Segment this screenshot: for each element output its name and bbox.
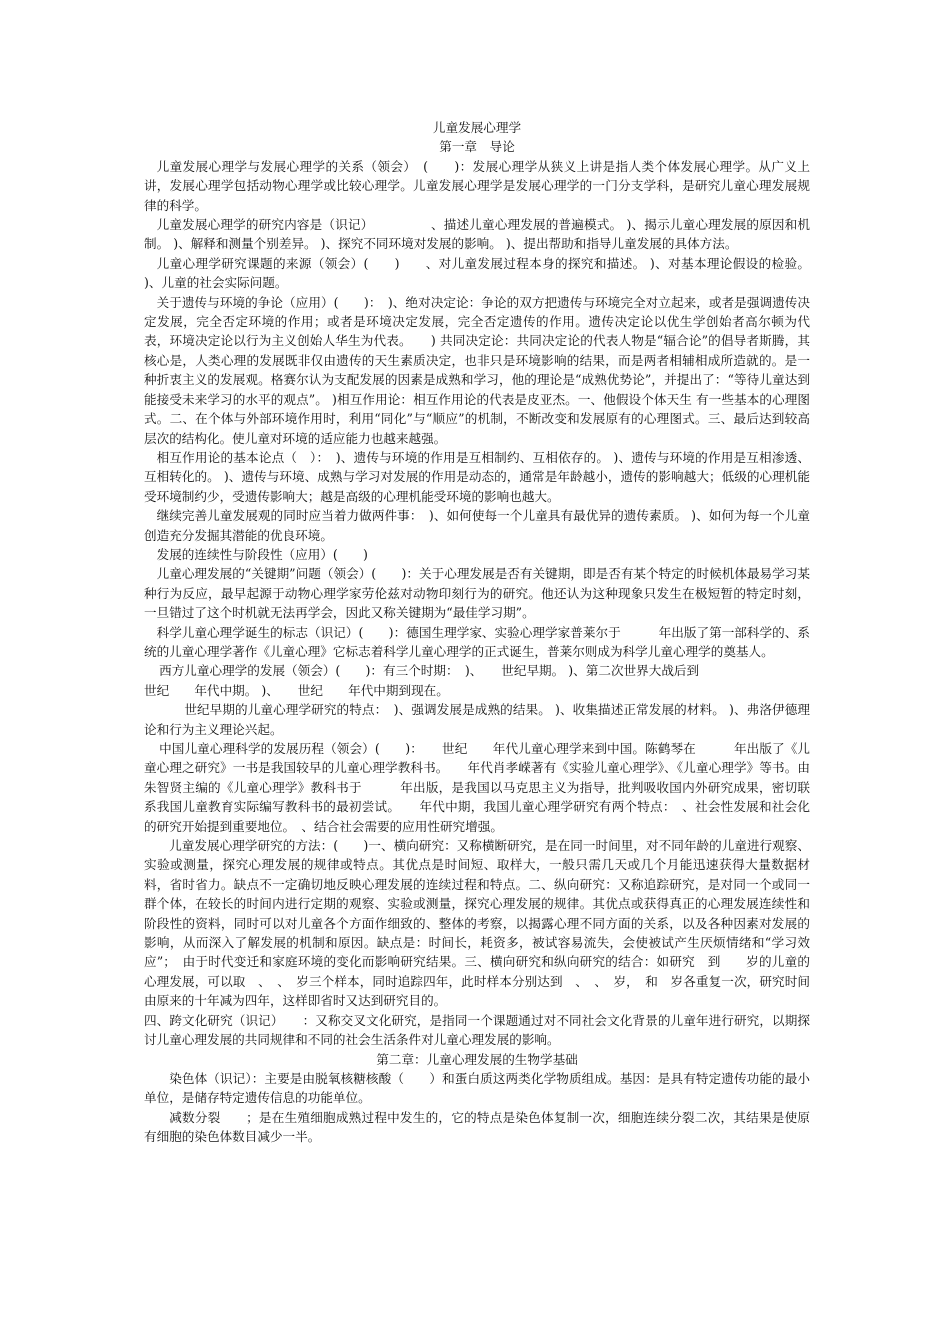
- paragraph: 儿童心理发展的“关键期”问题（领会）( )：关于心理发展是否有关键期，即是否有某个特定的时候机体最易学习某种行为反应，最早起源于动物心理学家劳伦兹对动物印刻行为的研究。他还认为这种现象只发生在极短暂的特定时刻，一旦错过了这个时机就无法再学会，因此又称关键期为“最佳学习期”。: [144, 566, 810, 621]
- document-title: 儿童发展心理学: [432, 120, 522, 135]
- paragraph: 染色体（识记）：主要是由脱氧核糖核酸（ ）和蛋白质这两类化学物质组成。基因：是具有特定遗传功能的最小单位，是储存特定遗传信息的功能单位。: [144, 1070, 810, 1106]
- paragraph: 世纪早期的儿童心理学研究的特点： )、强调发展是成熟的结果。 )、收集描述正常发展的材料。 )、弗洛伊德理论和行为主义理论兴起。: [144, 702, 810, 737]
- chapter-heading: 第一章 导论: [439, 139, 515, 155]
- paragraph: 四、跨文化研究（识记） ：又称交叉文化研究，是指同一个课题通过对不同社会文化背景的儿童年进行研究，以期探讨儿童心理发展的共同规律和不同的社会生活条件对儿童心理发展的影响。: [144, 1012, 810, 1048]
- paragraph: 世纪 年代中期。 )、 世纪 年代中期到现在。: [144, 682, 449, 698]
- document-page: [144, 118, 815, 1147]
- paragraph: 儿童发展心理学的研究内容是（识记） 、描述儿童心理发展的普遍模式。 )、揭示儿童心理发展的原因和机制。 )、解释和测量个别差异。 )、探究不同环境对发展的影响。 )、提出帮助和指导儿童发展的具体方法。: [144, 217, 810, 252]
- paragraph: 儿童发展心理学与发展心理学的关系（领会） ( )：发展心理学从狭义上讲是指人类个体发展心理学。从广义上讲，发展心理学包括动物心理学或比较心理学。儿童发展心理学是发展心理学的一门分支学科，是研究儿童心理发展规律的科学。: [144, 158, 810, 213]
- paragraph: 继续完善儿童发展观的同时应当着力做两件事： )、如何使每一个儿童具有最优异的遗传素质。 )、如何为每一个儿童创造充分发掘其潜能的优良环境。: [144, 508, 810, 543]
- paragraph: 减数分裂 ；是在生殖细胞成熟过程中发生的，它的特点是染色体复制一次，细胞连续分裂二次，其结果是使原有细胞的染色体数目减少一半。: [144, 1109, 810, 1145]
- paragraph: 西方儿童心理学的发展（领会）( )：有三个时期： )、 世纪早期。 )、第二次世界大战后到: [159, 663, 700, 679]
- paragraph: 科学儿童心理学诞生的标志（识记）( )：德国生理学家、实验心理学家普莱尔于 年出版了第一部科学的、系统的儿童心理学著作《儿童心理》它标志着科学儿童心理学的正式诞生，普莱尔则成为科学儿童心理学的奠基人。: [144, 624, 810, 659]
- paragraph: 相互作用论的基本论点（ ）： )、遗传与环境的作用是互相制约、互相依存的。 )、遗传与环境的作用是互相渗透、互相转化的。 )、遗传与环境、成熟与学习对发展的作用是动态的，通常是年龄越小，遗传的影响越大；低级的心理机能受环境制约少，受遗传影响大；越是高级的心理机能受环境的影响也越大。: [144, 449, 810, 504]
- paragraph: 发展的连续性与阶段性（应用）( ): [156, 546, 368, 562]
- paragraph: 儿童发展心理学研究的方法：( )一、横向研究：又称横断研究，是在同一时间里，对不同年龄的儿童进行观察、实验或测量，探究心理发展的规律或特点。其优点是时间短、取样大，一般只需几天或几个月能迅速获得大量数据材料，省时省力。缺点不一定确切地反映心理发展的连续过程和特点。二、纵向研究：又称追踪研究，是对同一个或同一群个体，在较长的时间内进行定期的观察、实验或测量，探究心理发展的规律。其优点或获得真正的心理发展连续性和阶段性的资料，同时可以对儿童各个方面作细致的、整体的考察，以揭露心理不同方面的关系，以及各种因素对发展的影响，从而深入了解发展的机制和原因。缺点是：时间长，耗资多，被试容易流失，会使被试产生厌烦情绪和“学习效应”； 由于时代变迁和家庭环境的变化而影响研究结果。三、横向研究和纵向研究的结合：如研究 到 岁的儿童的心理发展，可以取 、 、 岁三个样本，同时追踪四年，此时样本分别达到 、 、 岁， 和 岁各重复一次，研究时间由原来的十年减为四年，这样即省时又达到研究目的。: [144, 838, 810, 1009]
- paragraph: 中国儿童心理科学的发展历程（领会）( )： 世纪 年代儿童心理学来到中国。陈鹤琴在 年出版了《儿童心理之研究》一书是我国较早的儿童心理学教科书。 年代肖孝嵘著有《实验儿童心理学》、《儿童心理学》等书。由朱智贤主编的《儿童心理学》教科书于 年出版，是我国以马克思主义为指导，批判吸收国内外研究成果，密切联系我国儿童教育实际编写教科书的最初尝试。 年代中期，我国儿童心理学研究有两个特点： 、社会性发展和社会化的研究开始提到重要地位。 、结合社会需要的应用性研究增强。: [144, 741, 810, 834]
- chapter-heading: 第二章：儿童心理发展的生物学基础: [376, 1051, 578, 1067]
- paragraph: 儿童心理学研究课题的来源（领会）( ) 、对儿童发展过程本身的探究和描述。 )、对基本理论假设的检验。 )、儿童的社会实际问题。: [144, 255, 815, 291]
- paragraph: 关于遗传与环境的争论（应用）( )： )、绝对决定论：争论的双方把遗传与环境完全对立起来，或者是强调遗传决定发展，完全否定环境的作用；或者是环境决定发展，完全否定遗传的作用。遗传决定论以优生学创始者高尔顿为代表，环境决定论以行为主义创始人华生为代表。 ) 共同决定论：共同决定论的代表人物是“辐合论”的倡导者斯腾，其核心是，人类心理的发展既非仅由遗传的天生素质决定，也非只是环境影响的结果，而是两者相辅相成所造就的。是一种折衷主义的发展观。格赛尔认为支配发展的因素是成熟和学习，他的理论是“成熟优势论”，并提出了：“等待儿童达到能接受未来学习的水平的观点”。 )相互作用论：相互作用论的代表是皮亚杰。一、他假设个体天生 有一些基本的心理图式。二、在个体与外部环境作用时，利用“同化”与“顺应”的机制，不断改变和发展原有的心理图式。三、最后达到较高层次的结构化。使儿童对环境的适应能力也越来越强。: [144, 294, 810, 446]
